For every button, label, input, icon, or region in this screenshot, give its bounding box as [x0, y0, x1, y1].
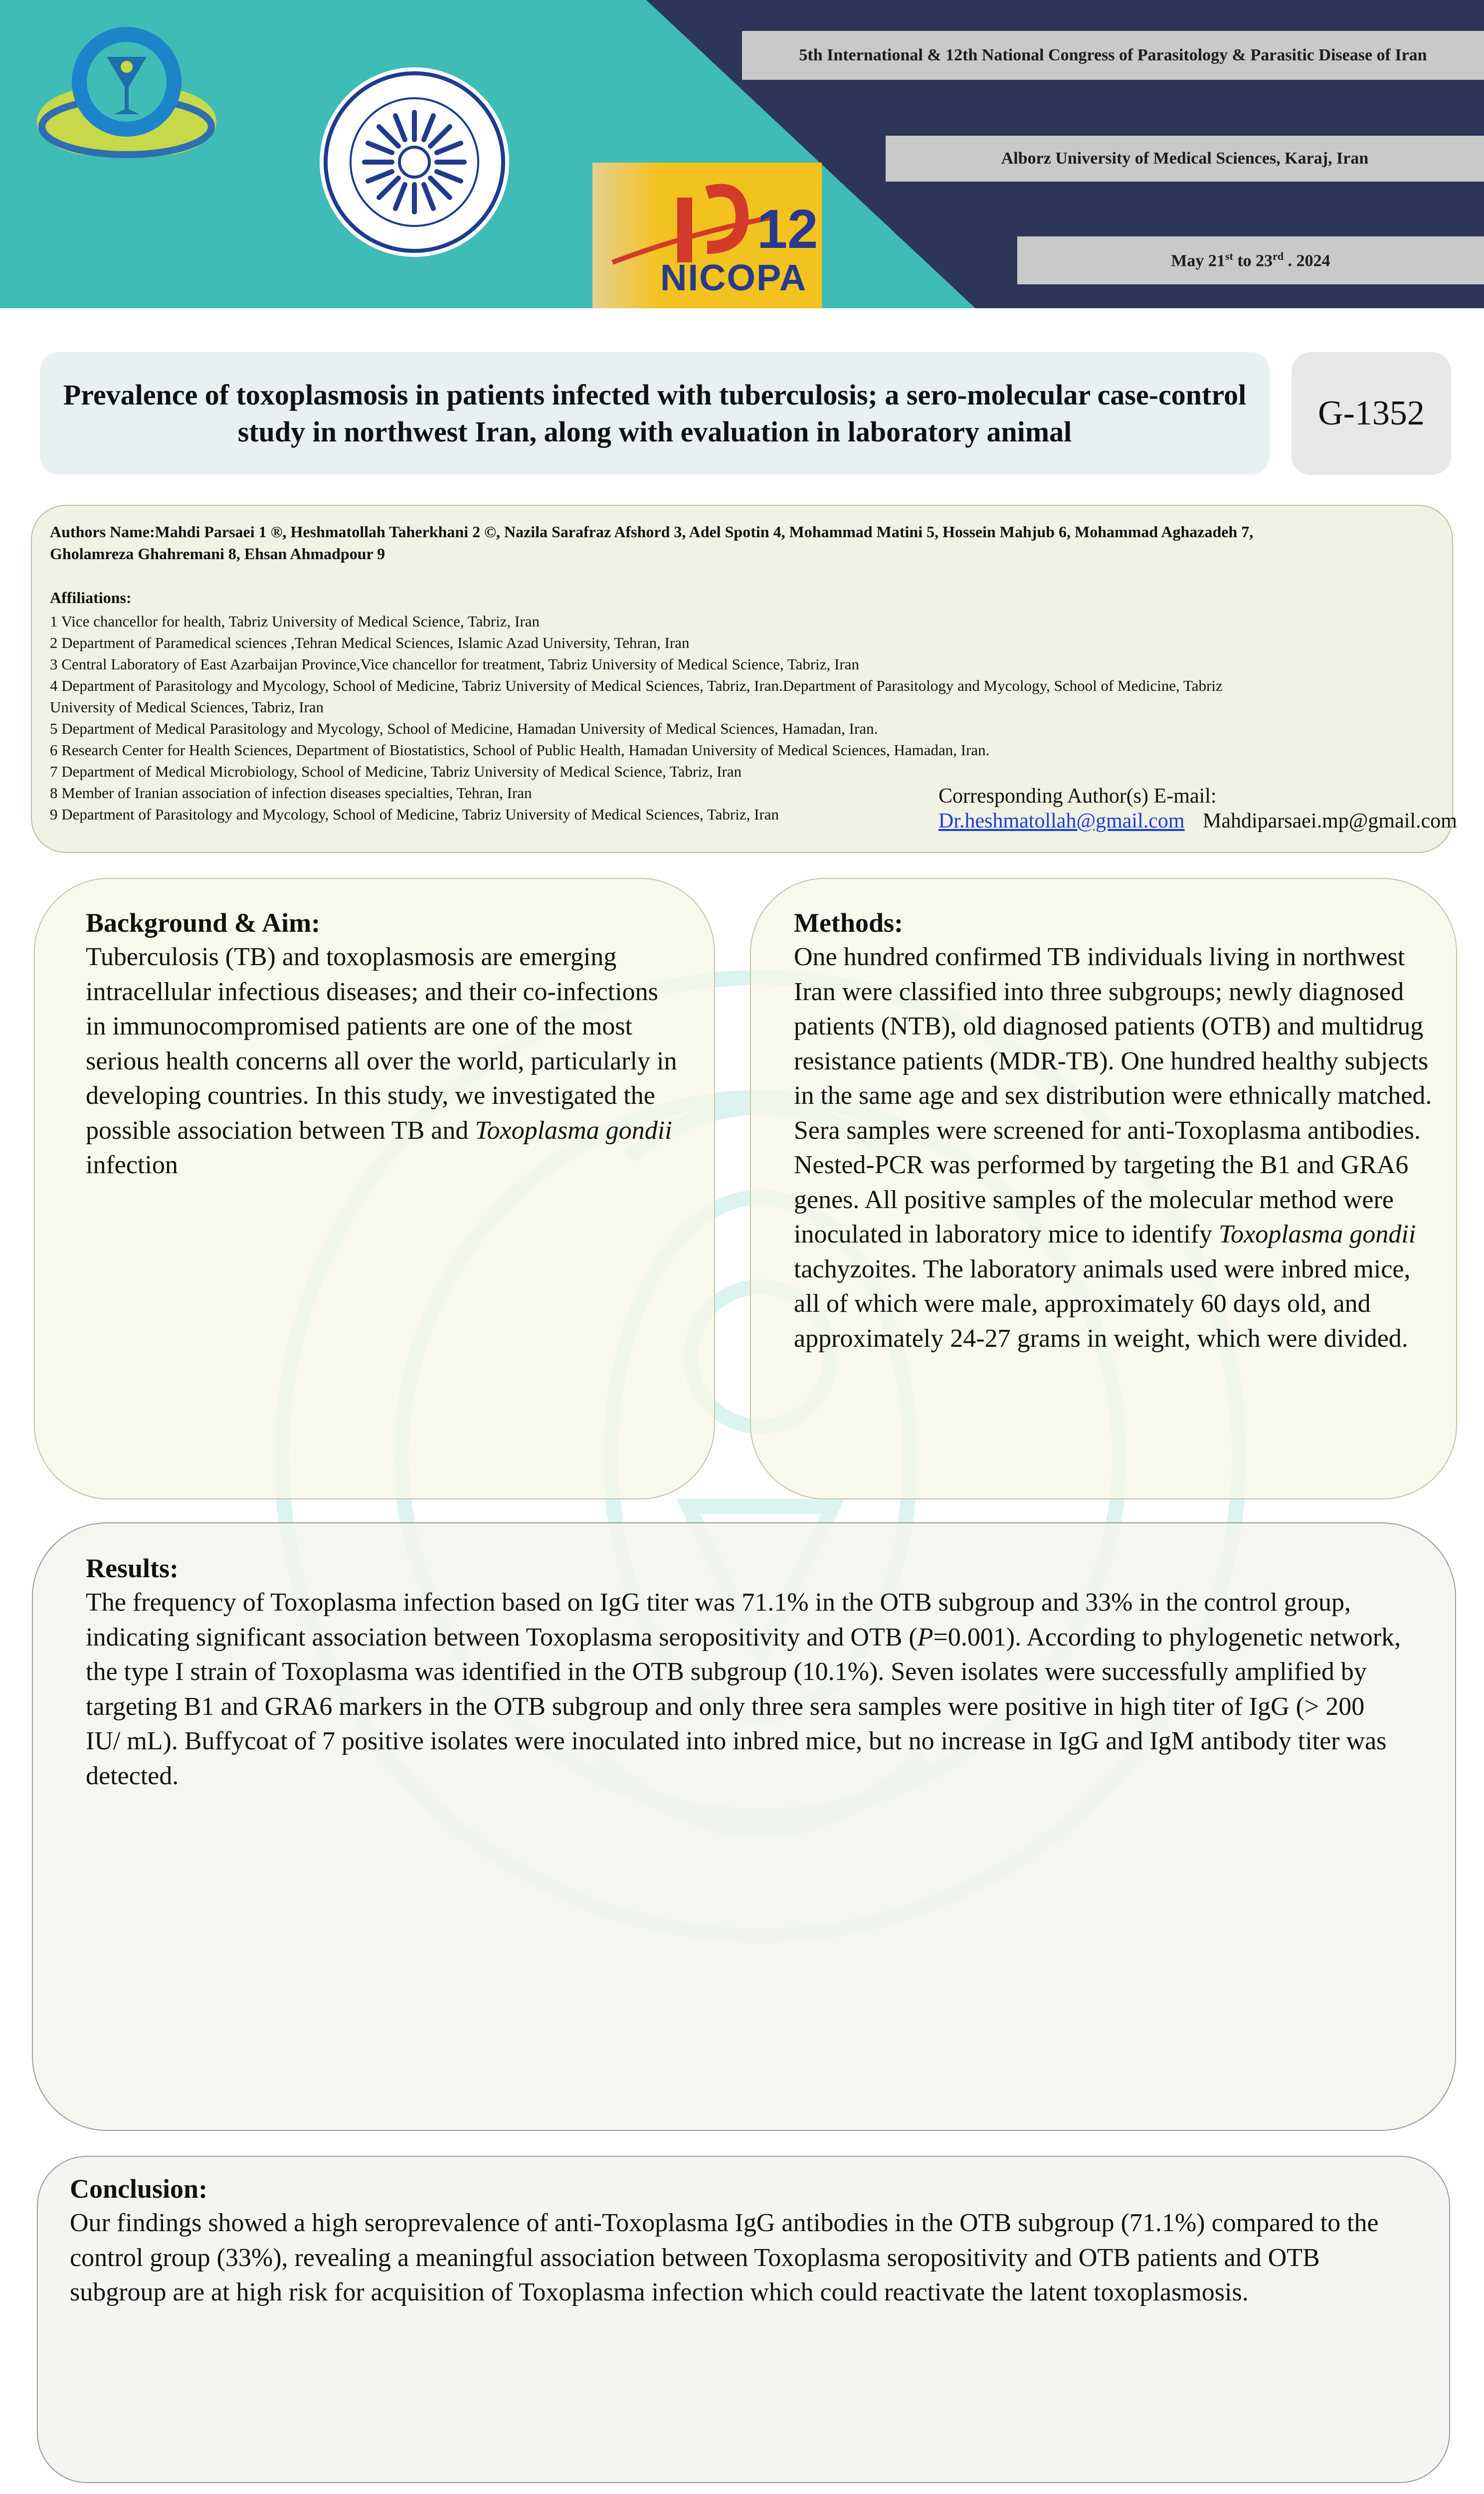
affiliations-heading: Affiliations:: [50, 589, 132, 607]
abstract-code: G-1352: [1318, 394, 1425, 432]
date-bar: [1017, 236, 1484, 284]
corresponding-email-link[interactable]: Dr.heshmatollah@gmail.com: [938, 810, 1185, 832]
conclusion-section: [37, 2156, 1450, 2483]
affiliation-item: 4 Department of Parasitology and Mycology, School of Medicine, Tabriz University of Medical Sciences, Tabriz, Iran.Department of Parasitology and Mycology, School of Medicine, Tabriz University of Medical Sciences, Tabriz, Iran: [50, 677, 1223, 716]
affiliation-item: 3 Central Laboratory of East Azarbaijan Province,Vice chancellor for treatment, Tabriz University of Medical Science, Tabriz, Iran: [50, 655, 859, 673]
methods-text: One hundred confirmed TB individuals living in northwest Iran were classified into three subgroups; newly diagnosed patients (NTB), old diagnosed patients (OTB) and multidrug resistance patients (MDR-TB). One hundred healthy subjects in the same age and sex distribution were ethnically matched. Sera samples were screened for anti-Toxoplasma antibodies. Nested-PCR was performed by targeting the B1 and GRA6 genes. All positive samples of the molecular method were inoculated in laboratory mice to identify Toxoplasma gondii tachyzoites. The laboratory animals used were inbred mice, all of which were male, approximately 60 days old, and approximately 24-27 grams in weight, which were divided.: [794, 943, 1432, 1353]
university-name: Alborz University of Medical Sciences, Karaj, Iran: [1001, 149, 1369, 168]
corresponding-email-secondary: Mahdiparsaei.mp@gmail.com: [1203, 810, 1457, 832]
abstract-code-box: [1292, 352, 1451, 475]
nicopa-logo: [592, 163, 822, 308]
background-heading: Background & Aim:: [86, 908, 321, 938]
poster-header: [0, 0, 1484, 308]
affiliation-item: 9 Department of Parasitology and Mycology, School of Medicine, Tabriz University of Medical Sciences, Tabriz, Iran: [50, 806, 779, 823]
nicopa-text: NICOPA: [660, 257, 807, 298]
society-seal-icon: [317, 65, 512, 259]
conclusion-heading: Conclusion:: [70, 2174, 208, 2204]
university-bar: [886, 136, 1484, 182]
affiliation-item: 2 Department of Paramedical sciences ,Tehran Medical Sciences, Islamic Azad University, Tehran, Iran: [50, 634, 690, 651]
title-box: [40, 352, 1270, 475]
congress-name: 5th International & 12th National Congress of Parasitology & Parasitic Disease of Iran: [799, 46, 1427, 64]
congress-name-bar: [742, 31, 1484, 80]
congress-date: May 21st to 23rd . 2024: [1171, 250, 1330, 270]
corresponding-label: Corresponding Author(s) E-mail:: [938, 785, 1217, 808]
background-section: [34, 878, 715, 1499]
results-heading: Results:: [86, 1553, 179, 1583]
background-text: Tuberculosis (TB) and toxoplasmosis are emerging intracellular infectious diseases; and their co-infections in immunocompromised patients are one of the most serious health concerns all over the world, particularly in developing countries. In this study, we investigated the possible association between TB and Toxoplasma gondii infection: [86, 943, 677, 1179]
authors-list: Authors Name:Mahdi Parsaei 1 ®, Heshmatollah Taherkhani 2 ©, Nazila Sarafraz Afshord 3, Adel Spotin 4, Mohammad Matini 5, Hossein Mahjub 6, Mohammad Aghazadeh 7, Gholamreza Ghahremani 8, Ehsan Ahmadpour 9: [50, 523, 1254, 563]
methods-section: [750, 878, 1457, 1499]
affiliation-item: 5 Department of Medical Parasitology and Mycology, School of Medicine, Hamadan University of Medical Sciences, Hamadan, Iran.: [50, 720, 878, 737]
poster-title: Prevalence of toxoplasmosis in patients infected with tuberculosis; a sero-molecular case-control study in northwest Iran, along with evaluation in laboratory animal: [63, 379, 1247, 448]
conclusion-text: Our findings showed a high seroprevalence of anti-Toxoplasma IgG antibodies in the OTB subgroup (71.1%) compared to the control group (33%), revealing a meaningful association between Toxoplasma seropositivity and OTB patients and OTB subgroup are at high risk for acquisition of Toxoplasma infection which could reactivate the latent toxoplasmosis.: [70, 2209, 1379, 2306]
results-text: The frequency of Toxoplasma infection based on IgG titer was 71.1% in the OTB subgroup and 33% in the control group, indicating significant association between Toxoplasma seropositivity and OTB (P=0.001). According to phylogenetic network, the type I strain of Toxoplasma was identified in the OTB subgroup (10.1%). Seven isolates were successfully amplified by targeting B1 and GRA6 markers in the OTB subgroup and only three sera samples were positive in high titer of IgG (> 200 IU/ mL). Buffycoat of 7 positive isolates were inoculated into inbred mice, but no increase in IgG and IgM antibody titer was detected.: [86, 1588, 1401, 1790]
affiliation-item: 6 Research Center for Health Sciences, Department of Biostatistics, School of Public Health, Hamadan University of Medical Sciences, Hamadan, Iran.: [50, 741, 990, 759]
nicopa-number: 12: [757, 199, 818, 260]
congress-logo-icon: [22, 17, 231, 182]
methods-heading: Methods:: [794, 908, 903, 938]
affiliation-item: 8 Member of Iranian association of infection diseases specialties, Tehran, Iran: [50, 784, 532, 802]
affiliation-item: 1 Vice chancellor for health, Tabriz University of Medical Science, Tabriz, Iran: [50, 613, 540, 630]
results-section: [32, 1522, 1456, 2131]
affiliation-item: 7 Department of Medical Microbiology, School of Medicine, Tabriz University of Medical Science, Tabriz, Iran: [50, 763, 742, 780]
